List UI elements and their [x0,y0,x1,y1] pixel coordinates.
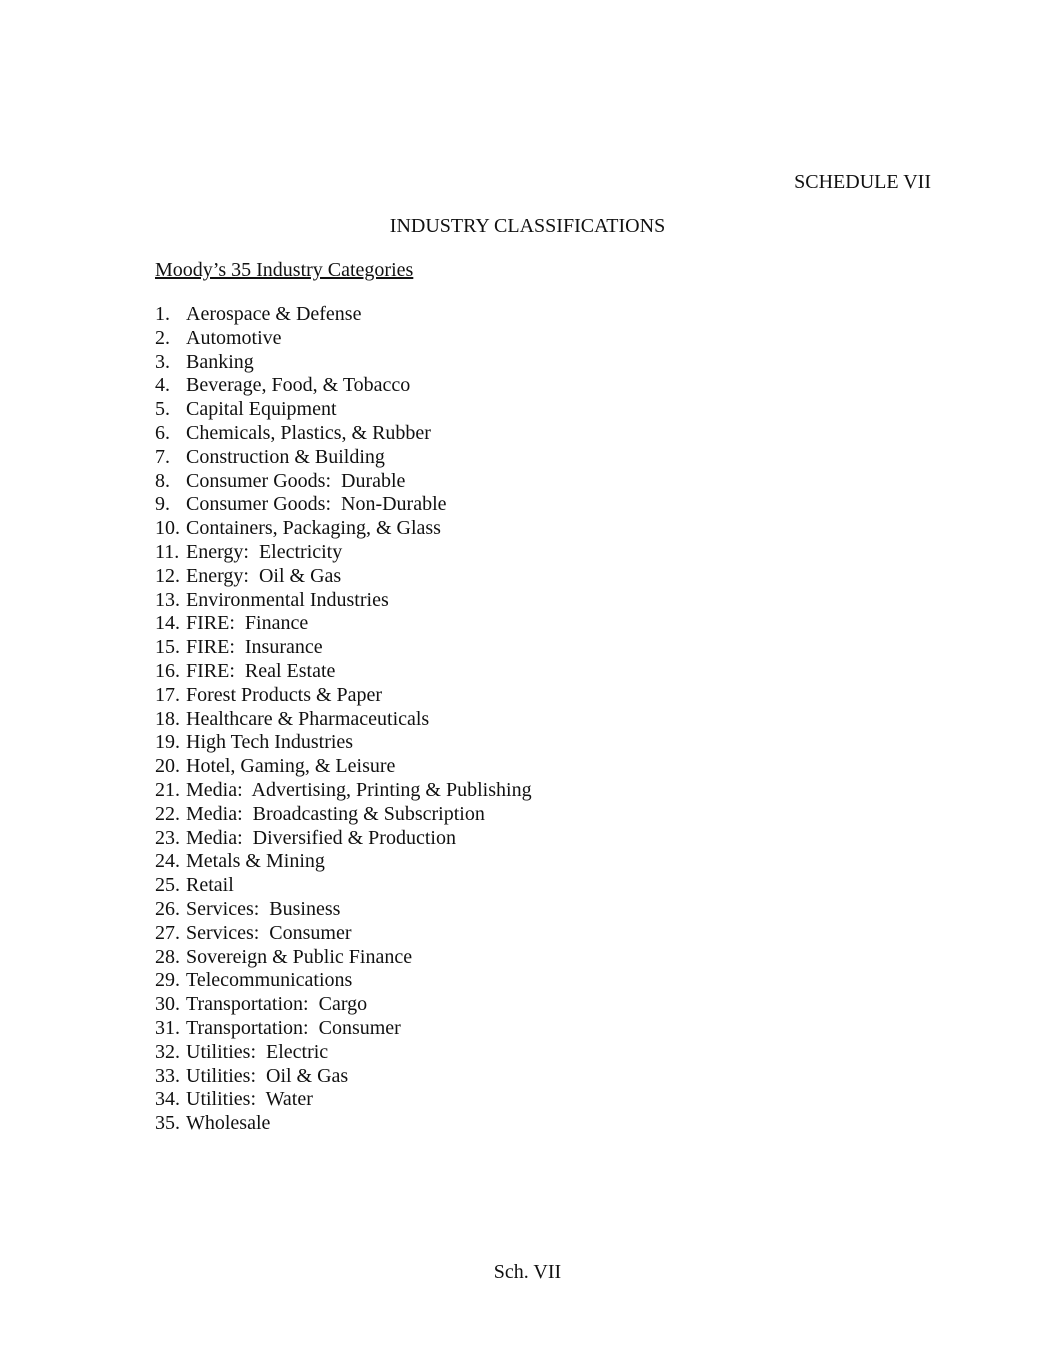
list-item [155,731,532,755]
list-item-label: Consumer Goods: Non-Durable [186,493,447,516]
list-item-label: Chemicals, Plastics, & Rubber [186,421,431,444]
list-item-number: 33. [155,1064,180,1087]
list-item [155,374,532,398]
list-item-number: 5. [155,398,170,421]
list-item [155,351,532,375]
list-item-number: 11. [155,540,180,563]
list-item [155,803,532,827]
list-item [155,303,532,327]
list-item-label: Healthcare & Pharmaceuticals [186,707,430,730]
list-item [155,946,532,970]
list-item-label: Retail [186,874,234,897]
list-item [155,1065,532,1089]
list-item-number: 3. [155,350,170,373]
list-item-label: Utilities: Oil & Gas [186,1064,349,1087]
list-item-number: 24. [155,850,180,873]
list-item-number: 4. [155,374,170,397]
list-item [155,541,532,565]
list-item-number: 34. [155,1088,180,1111]
list-item [155,422,532,446]
list-item [155,327,532,351]
list-item [155,684,532,708]
list-item-number: 1. [155,303,170,325]
list-item-number: 7. [155,445,170,468]
list-item-number: 15. [155,636,180,659]
list-item-number: 20. [155,755,180,778]
list-item-number: 27. [155,921,180,944]
list-item-number: 30. [155,993,180,1016]
list-item [155,1041,532,1065]
list-item-label: Services: Business [186,897,341,920]
list-item-number: 31. [155,1016,180,1039]
list-item-label: Forest Products & Paper [186,683,383,706]
list-item [155,589,532,613]
list-item [155,922,532,946]
list-item-number: 23. [155,826,180,849]
list-item [155,850,532,874]
list-item-label: FIRE: Insurance [186,636,323,659]
list-item-number: 28. [155,945,180,968]
list-item-label: Media: Diversified & Production [186,826,456,849]
schedule-label: SCHEDULE VII [794,171,931,193]
list-item-number: 10. [155,517,180,540]
list-item [155,874,532,898]
list-item-label: Metals & Mining [186,850,325,873]
list-item-number: 19. [155,731,180,754]
list-item-label: Environmental Industries [186,588,389,611]
list-item-label: Aerospace & Defense [186,303,362,325]
list-item-number: 26. [155,897,180,920]
list-item-label: Telecommunications [186,969,353,992]
list-item-label: Utilities: Water [186,1088,313,1111]
list-item [155,1112,532,1136]
page-footer: Sch. VII [493,1261,562,1283]
list-item-label: Utilities: Electric [186,1040,329,1063]
list-item [155,470,532,494]
list-item-label: Energy: Oil & Gas [186,564,342,587]
list-item [155,827,532,851]
section-heading: Moody’s 35 Industry Categories [155,259,414,281]
list-item-number: 17. [155,683,180,706]
list-item [155,446,532,470]
list-item [155,493,532,517]
list-item-label: Hotel, Gaming, & Leisure [186,755,396,778]
list-item-number: 2. [155,326,170,349]
list-item [155,636,532,660]
list-item-label: Capital Equipment [186,398,337,421]
list-item [155,708,532,732]
list-item [155,1088,532,1112]
list-item [155,517,532,541]
list-item-number: 18. [155,707,180,730]
list-item-label: Media: Advertising, Printing & Publishing [186,778,532,801]
list-item-label: Transportation: Cargo [186,993,368,1016]
list-item-label: Consumer Goods: Durable [186,469,406,492]
list-item-label: FIRE: Finance [186,612,309,635]
list-item-number: 16. [155,659,180,682]
document-title: INDUSTRY CLASSIFICATIONS [389,215,666,237]
list-item-number: 32. [155,1040,180,1063]
list-item-number: 12. [155,564,180,587]
list-item-label: Banking [186,350,254,373]
list-item-label: Transportation: Consumer [186,1016,401,1039]
list-item-label: Containers, Packaging, & Glass [186,517,441,540]
list-item-label: Beverage, Food, & Tobacco [186,374,411,397]
list-item-number: 9. [155,493,170,516]
list-item-number: 6. [155,421,170,444]
list-item [155,898,532,922]
list-item-label: Wholesale [186,1112,271,1135]
list-item-number: 35. [155,1112,180,1135]
list-item-number: 22. [155,802,180,825]
list-item-label: Energy: Electricity [186,540,343,563]
list-item [155,398,532,422]
list-item [155,565,532,589]
list-item [155,993,532,1017]
list-item-number: 25. [155,874,180,897]
list-item [155,1017,532,1041]
list-item-number: 21. [155,778,180,801]
list-item-label: Services: Consumer [186,921,352,944]
list-item-label: Construction & Building [186,445,385,468]
list-item-label: Automotive [186,326,282,349]
list-item-number: 29. [155,969,180,992]
list-item-number: 14. [155,612,180,635]
list-item-label: FIRE: Real Estate [186,659,336,682]
list-item-number: 8. [155,469,170,492]
list-item [155,755,532,779]
list-item-number: 13. [155,588,180,611]
list-item [155,779,532,803]
list-item-label: Media: Broadcasting & Subscription [186,802,485,825]
industry-category-list [155,303,532,1136]
list-item [155,612,532,636]
list-item-label: High Tech Industries [186,731,354,754]
list-item [155,969,532,993]
list-item [155,660,532,684]
list-item-label: Sovereign & Public Finance [186,945,413,968]
